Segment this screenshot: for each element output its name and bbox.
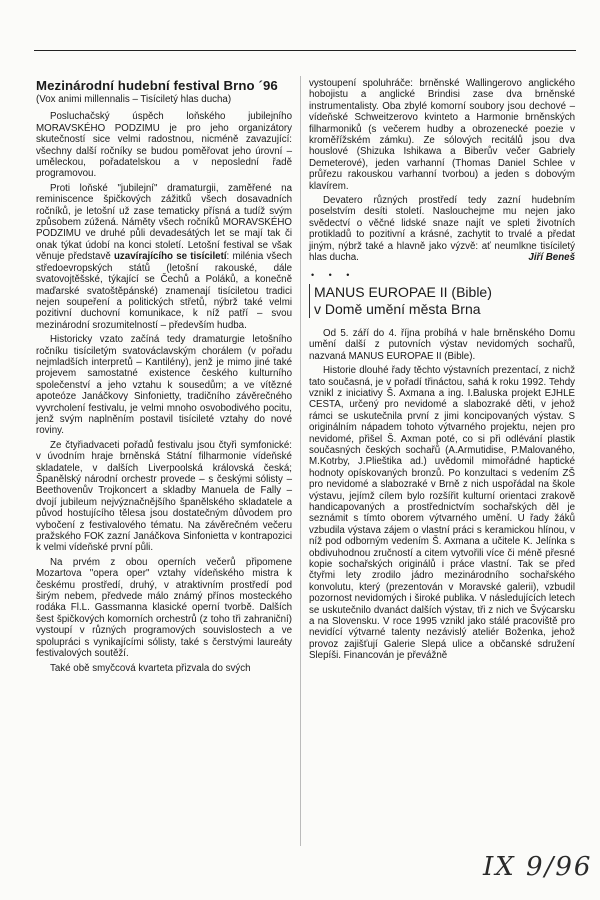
paragraph: Posluchačský úspěch loňského jubilejního MORAVSKÉHO PODZIMU je pro jeho organizátory skutečností sice velmi radostnou, nicméně zavazující: všechny další ročníky se budou poměřovat jeho úrovní – uměleckou, pořadatelskou a v neposlední řadě programovou. xyxy=(36,111,292,180)
paragraph xyxy=(36,183,292,331)
left-column xyxy=(36,78,292,674)
paragraph: Ze čtyřiadvaceti pořadů festivalu jsou čtyři symfonické: v úvodním hraje brněnská Státní filharmonie vídeňské skladatele, v dalších Liverpoolská královská česká; Španělský národní orchestr provede – s českými sólisty – Beethovenův Trojkoncert a skladby Manuela de Fally – dvojí jubileum nejvýznačnějšího španělského skladatele a původ hostujícího tělesa jsou dostatečným důvodem pro vybočení z festivalového tématu. Na závěrečném večeru pražského FOK zazní Janáčkova Sinfonietta v kontrapozici k velmi vídeňské první půli. xyxy=(36,439,292,554)
emphasis-text: uzavírajícího se tisíciletí xyxy=(113,251,227,263)
paragraph: Na prvém z obou operních večerů připomene Mozartova "opera oper" vztahy vídeňského mistra k českému prostředí, druhý, v atraktivním prostředí pod širým nebem, předvede málo známý přínos mosteckého rodáka Fl.L. Gassmanna klasické operní tvorbě. Dalších šest špičkových komorních orchestrů (z toho tři zahraniční) vystoupí v různých programových souvislostech a ve spolupráci s vynikajícími sólisty, také s čerstvými laureáty festivalových soutěží. xyxy=(36,556,292,660)
author-signature: Jiří Beneš xyxy=(528,252,575,264)
paragraph: Od 5. září do 4. října probíhá v hale brněnského Domu umění další z putovních výstav nevidomých sochařů, nazvaná MANUS EUROPAE II (Bible). xyxy=(309,327,575,362)
paragraph: Historie dlouhé řady těchto výstavních prezentací, z nichž tato současná, je v pořadí třináctou, sahá k roku 1992. Tehdy vznikl z iniciativy Š. Axmana a ing. I.Baluska projekt EJHLE CESTA, určený pro nevidomé a slabozraké děti, v jehož rámci se uskutečnila první z jimi koncipovaných výstav. S originálním nápadem tohoto výtvarného projektu, nejen pro nevidomé, přišel Š. Axman poté, co si při odlévání plastik současných českých sochařů (A.Armutidise, P.Malovaného, M.Kotrby, J.Plieštika ad.) uvědomil mimořádné haptické hodnoty opískovaných bronzů. Po konzultaci s vedením ZŠ pro nevidomé a slabozraké v Brně z nich uspořádal na škole výstavu, jejímž cílem bylo rozšířit kulturní orientaci zrakově handicapovaných a prostřednictvím sochařských děl je seznámit s tímto oborem výtvarného umění. U řady žáků vzbudila výstava zájem o vlastní práci s keramickou hlínou, v níž pod odborným vedením Š. Axmana a učitele K. Jelínka s obdivuhodnou zručností a citem vytvořili více či méně přesné kopie sochařských originálů i práce vlastní. Tak se před čtyřmi lety zrodilo jádro mezinárodního sochařského konvolutu, který (prezentován v Moravské galerii), vzbudil pozornost nevidomých i široké publika. V následujících letech se uskutečnilo dvanáct dalších výstav, tři z nich ve Švýcarsku a na Slovensku. V roce 1995 vznikl jako stálé pracoviště pro nevidící výtvarné talenty nezávislý ateliér Boženka, jehož provoz zajišťují Galerie Slepá ulice a občanské sdružení Slepíši. Financován je převážně xyxy=(309,365,575,662)
article-subtitle: (Vox animi millennalis – Tisíciletý hlas ducha) xyxy=(36,94,232,105)
handwritten-note: IX 9/96 xyxy=(483,852,593,882)
article-title: Mezinárodní hudební festival Brno ´96 xyxy=(36,78,278,93)
column-divider xyxy=(300,76,301,846)
article-title-line: v Domě umění města Brna xyxy=(314,300,481,317)
paragraph: Také obě smyčcová kvarteta přizvala do svých xyxy=(50,662,251,674)
paragraph: vystoupení spoluhráče: brněnské Wallingerovo anglického hobojistu a anglické Brindisi zase dva brněnské instrumentalisty. Oba zbylé komorní soubory jsou dechové – vídeňské Schweitzerovo kvinteto a Harmonie brněnských filharmoniků (s večerem hudby a obrozenecké poezie v kroměřížském zámku). Ze sólových recitálů jsou dva houslové (Shizuka Ishikawa a Biberův večer Gabriely Demeterové), jeden varhanní (Thomas Daniel Schlee v průřezu rakouskou varhanní tvorbou) a jeden s dobovým klavírem. xyxy=(309,78,575,192)
paragraph: Devatero různých prostředí tedy zazní hudebním poselstvím desíti století. Naslouchejme mu nejen jako svědectví o věčné lidské snaze najít ve spleti životních protikladů to pozitivní a krásné, zachytit to trvalé a předat jiným, nýbrž také a hlavně jako výzvě: ať neumlkne tisíciletý hlas ducha. xyxy=(309,195,575,264)
top-rule xyxy=(34,50,576,51)
article-title-line: MANUS EUROPAE II (Bible) xyxy=(314,283,492,300)
paragraph-text: : milénia všech středoevropských států (letošní rakouské, dále svatovojtěšské, týkající se Čechů a Poláků, a konečně maďarské svatoštěpánské) znamenají tisíciletou tradici nejen soupeření a politických střetů, nýbrž také velmi pozitivní duchovní komunikace, k níž patří – svou mezinárodní srozumitelností – především hudba. xyxy=(36,251,292,331)
right-column xyxy=(309,78,575,662)
article-heading xyxy=(309,284,575,318)
paragraph: Historicky vzato začíná tedy dramaturgie letošního ročníku tisíciletým svatováclavským chorálem (v pořadu nejmladších interpretů – Kantilény), jenž je mimo jiné také projevem samostatné existence českého kulturního společenství a jeho vztahu k sousedům; a ve vítězné apoteóze Janáčkovy Sinfonietty, tradičního závěrečného vyvrcholení festivalu, je velmi mnoho osvobodivého pocitu, jenž svým naplněním postavil tisícileté vztahy do nové roviny. xyxy=(36,334,292,437)
section-separator: • • • xyxy=(311,269,356,280)
paragraph-text: Proti loňské "jubilejní" dramaturgii, zaměřené na reminiscence špičkových zážitků všech dosavadních ročníků, je letošní už zase tematicky přísná a tudíž svým způsobem zúžená. Náměty všech ročníků MORAVSKÉHO PODZIMU ve druhé půli devadesátých let se mají tak či onak týkat údobí na konci století. Letošní festival se však věnuje představě xyxy=(36,182,292,263)
